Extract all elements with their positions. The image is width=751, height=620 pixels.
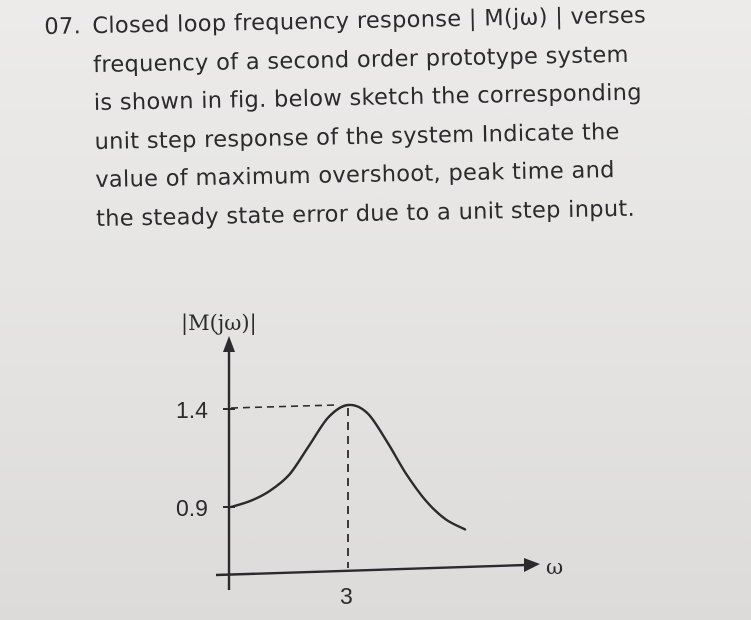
x-axis-label: ω — [546, 555, 564, 579]
question-text-line-6: the steady state error due to a unit step input. — [95, 195, 636, 232]
question-text-line-5: value of maximum overshoot, peak time and — [95, 157, 615, 194]
x-axis-arrowhead — [524, 558, 540, 572]
y-axis-arrowhead — [223, 336, 235, 352]
question-text-line-4: unit step response of the system Indicate the — [94, 118, 620, 155]
peak-horizontal-guide — [231, 405, 336, 408]
question-text-line-3: is shown in fig. below sketch the corresponding — [93, 79, 643, 117]
y-axis-label: |M(jω)| — [181, 311, 257, 335]
question-text-line-1: Closed loop frequency response | M(jω) | verses — [92, 2, 647, 40]
x-tick-label-3: 3 — [340, 583, 353, 609]
x-axis — [216, 565, 526, 575]
question-text-line-2: frequency of a second order prototype system — [92, 41, 629, 78]
question-number: 07. — [44, 13, 82, 40]
y-tick-label-1-4: 1.4 — [176, 397, 208, 423]
y-tick-label-0-9: 0.9 — [176, 495, 208, 521]
